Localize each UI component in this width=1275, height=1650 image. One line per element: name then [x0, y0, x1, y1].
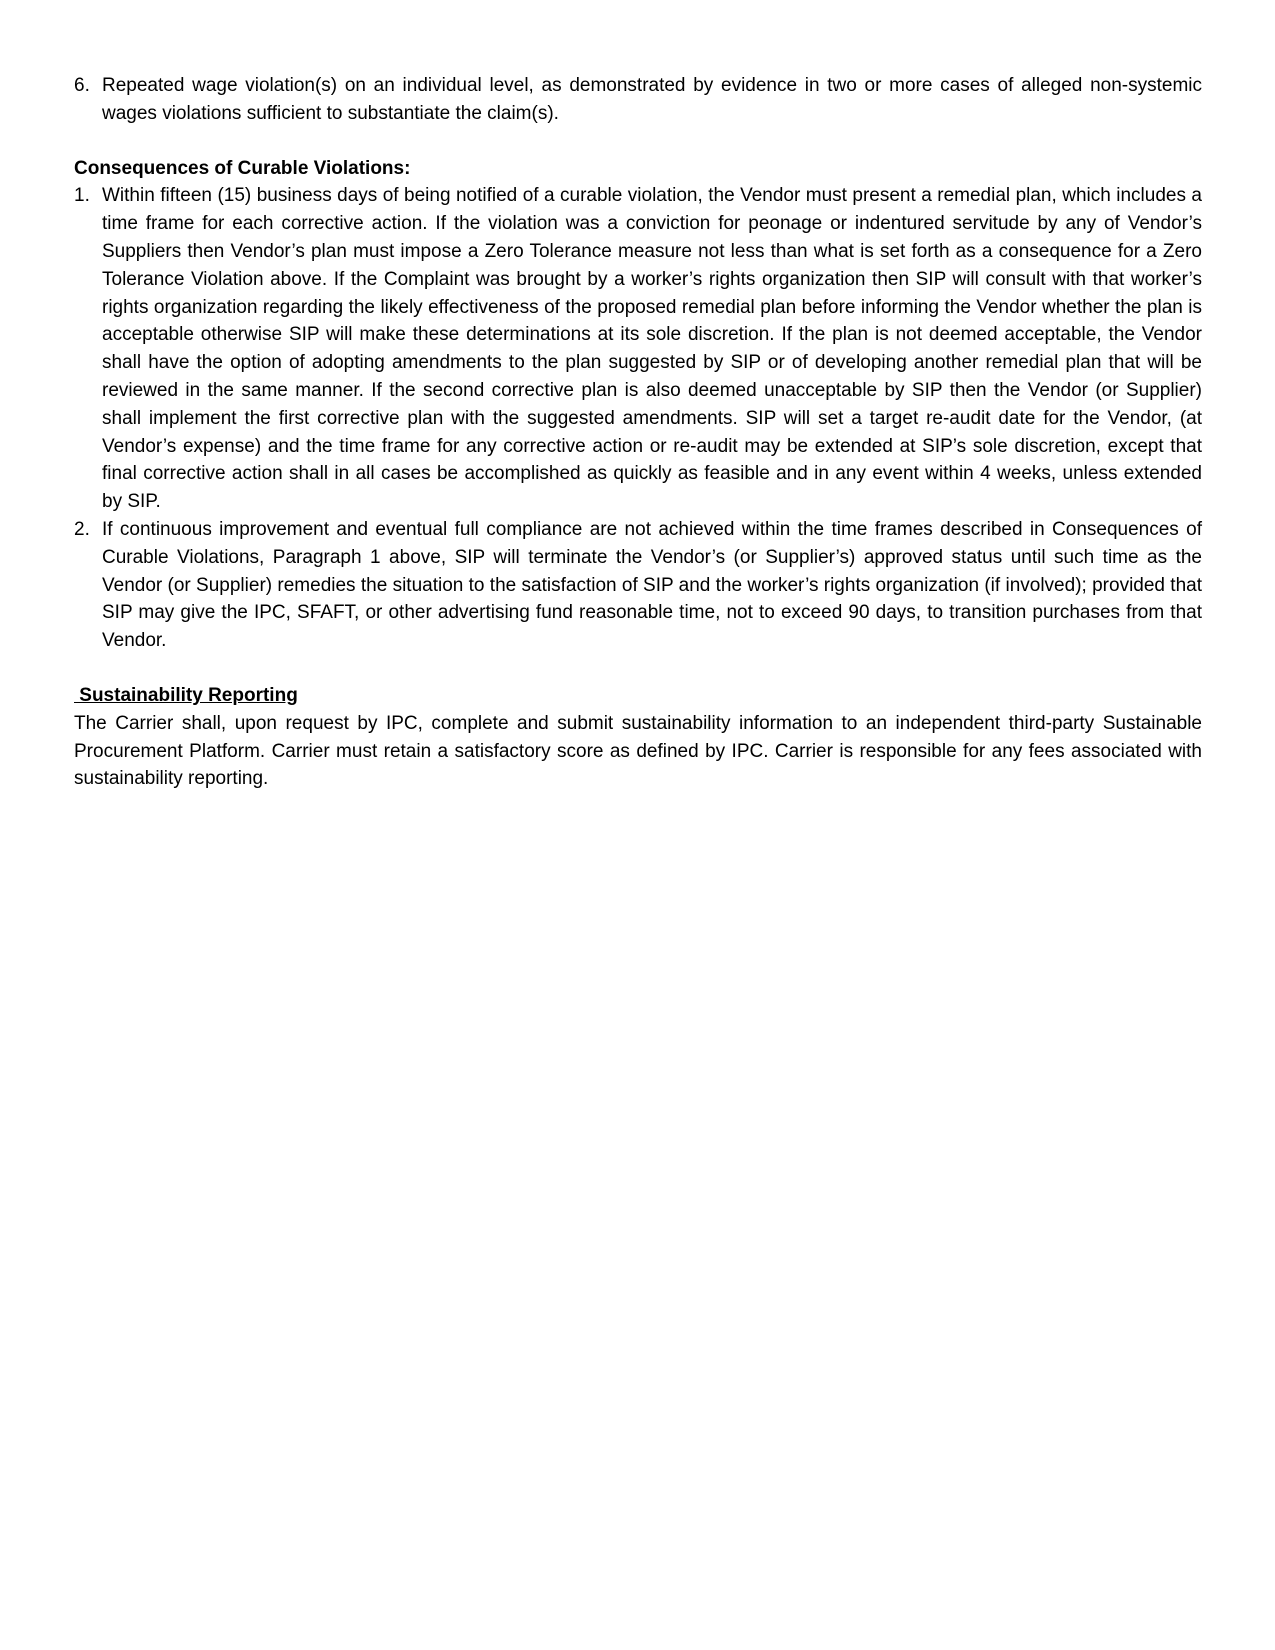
list-item-text: Repeated wage violation(s) on an individual level, as demonstrated by evidence in two or more cases of alleged non-systemic wages violations sufficient to substantiate the claim(s). [102, 75, 1202, 124]
section-heading: Sustainability Reporting [74, 684, 298, 706]
list-item-text: If continuous improvement and eventual full compliance are not achieved within the time frames described in Consequences of Curable Violations, Paragraph 1 above, SIP will terminate the Vendor’s (or Supplier’s) approved status until such time as the Vendor (or Supplier) remedies the situation to the satisfaction of SIP and the worker’s rights organization (if involved); provided that SIP may give the IPC, SFAFT, or other advertising fund reasonable time, not to exceed 90 days, to transition purchases from that Vendor. [102, 518, 1202, 652]
list-item-2 [74, 516, 1202, 655]
list-number: 1. [74, 185, 90, 207]
section-heading: Consequences of Curable Violations: [74, 157, 411, 179]
section-paragraph: The Carrier shall, upon request by IPC, complete and submit sustainability information to an independent third-party Sustainable Procurement Platform. Carrier must retain a satisfactory score as defined by IPC. Carrier is responsible for any fees associated with sustainability reporting. [74, 712, 1202, 790]
sustainability-reporting-section [74, 682, 1202, 793]
curable-violations-section [74, 155, 1202, 655]
document-page [74, 72, 1202, 793]
list-number: 2. [74, 518, 90, 540]
list-item-text: Within fifteen (15) business days of being notified of a curable violation, the Vendor must present a remedial plan, which includes a time frame for each corrective action. If the violation was a conviction for peonage or indentured servitude by any of Vendor’s Suppliers then Vendor’s plan must impose a Zero Tolerance measure not less than what is set forth as a consequence for a Zero Tolerance Violation above. If the Complaint was brought by a worker’s rights organization then SIP will consult with that worker’s rights organization regarding the likely effectiveness of the proposed remedial plan before informing the Vendor whether the plan is acceptable otherwise SIP will make these determinations at its sole discretion. If the plan is not deemed acceptable, the Vendor shall have the option of adopting amendments to the plan suggested by SIP or of developing another remedial plan that will be reviewed in the same manner. If the second corrective plan is also deemed unacceptable by SIP then the Vendor (or Supplier) shall implement the first corrective plan with the suggested amendments. SIP will set a target re-audit date for the Vendor, (at Vendor’s expense) and the time frame for any corrective action or re-audit may be extended at SIP’s sole discretion, except that final corrective action shall in all cases be accomplished as quickly as feasible and in any event within 4 weeks, unless extended by SIP. [102, 185, 1202, 513]
list-number: 6. [74, 75, 90, 96]
list-item-1 [74, 182, 1202, 516]
list-item-6 [74, 72, 1202, 128]
